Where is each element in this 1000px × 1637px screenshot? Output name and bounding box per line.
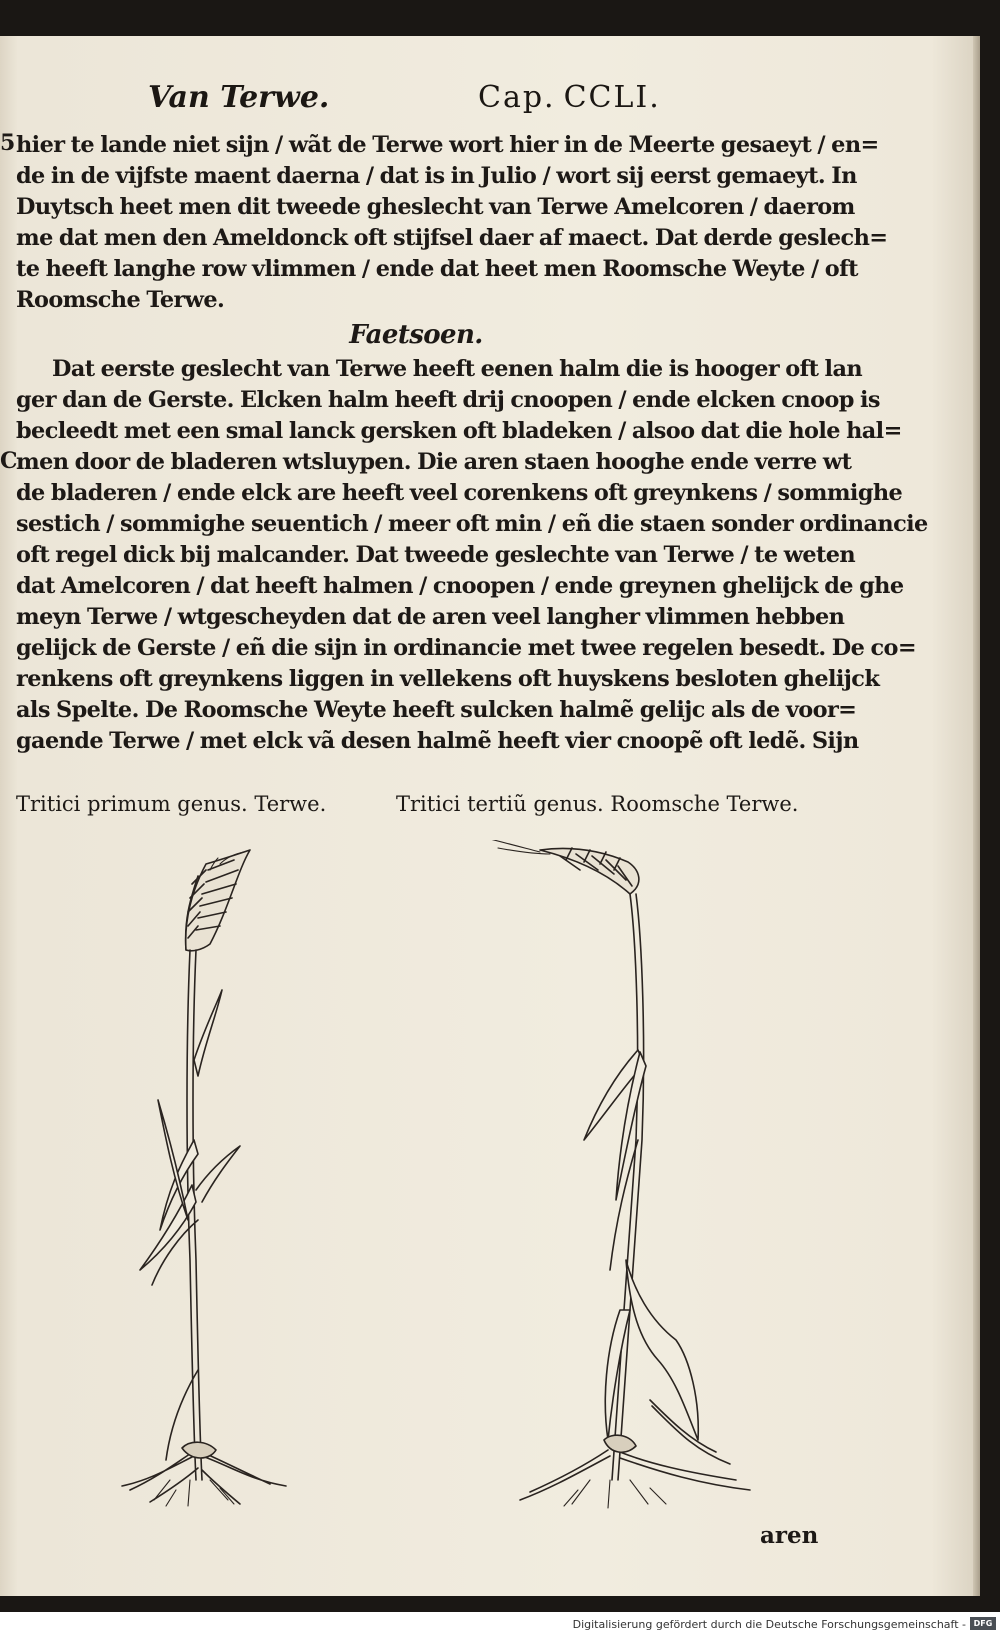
text-line: te heeft langhe row vlimmen / ende dat heet men Roomsche Weyte / oft	[16, 256, 858, 282]
page-edge	[973, 36, 980, 1596]
text-line: becleedt met een smal lanck gersken oft bladeken / alsoo dat die hole hal=	[16, 418, 902, 444]
text-line: oft regel dick bij malcander. Dat tweede geslechte van Terwe / te weten	[16, 542, 856, 568]
body-text	[16, 130, 928, 757]
running-head-title: Van Terwe.	[148, 80, 330, 115]
text-line: gelijck de Gerste / eñ die sijn in ordinancie met twee regelen besedt. De co=	[16, 635, 916, 661]
chapter-word: Cap.	[478, 80, 556, 115]
text-line: Roomsche Terwe.	[16, 287, 225, 313]
running-head	[148, 80, 708, 126]
funding-notice: Digitalisierung gefördert durch die Deutsche Forschungsgemeinschaft -	[572, 1618, 966, 1631]
text-line: meyn Terwe / wtgescheyden dat de aren veel langher vlimmen hebben	[16, 604, 845, 630]
wheat-illustration-right	[480, 840, 810, 1510]
text-line: de bladeren / ende elck are heeft veel corenkens oft greynkens / sommighe	[16, 480, 903, 506]
chapter-label	[478, 80, 661, 115]
margin-mark-top: 5	[0, 130, 16, 156]
wheat-illustration-left	[110, 840, 430, 1510]
paragraph-2	[16, 354, 928, 757]
figure-captions	[16, 792, 816, 832]
paragraph-1	[16, 130, 888, 316]
text-line: Duytsch heet men dit tweede gheslecht van Terwe Amelcoren / daerom	[16, 194, 855, 220]
footer-bar	[0, 1612, 1000, 1637]
text-line: renkens oft greynkens liggen in vellekens oft huyskens besloten ghelijck	[16, 666, 880, 692]
caption-left: Tritici primum genus. Terwe.	[16, 792, 327, 816]
caption-right: Tritici tertiũ genus. Roomsche Terwe.	[396, 792, 799, 816]
text-line: hier te lande niet sijn / wãt de Terwe wort hier in de Meerte gesaeyt / en=	[16, 132, 879, 158]
text-line: de in de vijfste maent daerna / dat is in Julio / wort sij eerst gemaeyt. In	[16, 163, 857, 189]
dfg-logo: DFG	[970, 1617, 996, 1630]
text-line: dat Amelcoren / dat heeft halmen / cnoopen / ende greynen ghelijck de ghe	[16, 573, 904, 599]
text-line: ger dan de Gerste. Elcken halm heeft drij cnoopen / ende elcken cnoop is	[16, 387, 880, 413]
text-line: sestich / sommighe seuentich / meer oft min / eñ die staen sonder ordinancie	[16, 511, 928, 537]
catchword: aren	[760, 1522, 819, 1549]
margin-mark-side: C	[0, 448, 18, 474]
section-heading: Faetsoen.	[349, 320, 483, 350]
text-line: me dat men den Ameldonck oft stijfsel daer af maect. Dat derde geslech=	[16, 225, 888, 251]
text-line: als Spelte. De Roomsche Weyte heeft sulcken halmẽ gelijc als de voor=	[16, 697, 857, 723]
chapter-number: CCLI.	[563, 80, 661, 115]
text-line: Dat eerste geslecht van Terwe heeft eenen halm die is hooger oft lan	[52, 356, 863, 382]
text-line: gaende Terwe / met elck vã desen halmẽ heeft vier cnoopẽ oft ledẽ. Sijn	[16, 728, 859, 754]
text-line: men door de bladeren wtsluypen. Die aren staen hooghe ende verre wt	[16, 449, 852, 475]
